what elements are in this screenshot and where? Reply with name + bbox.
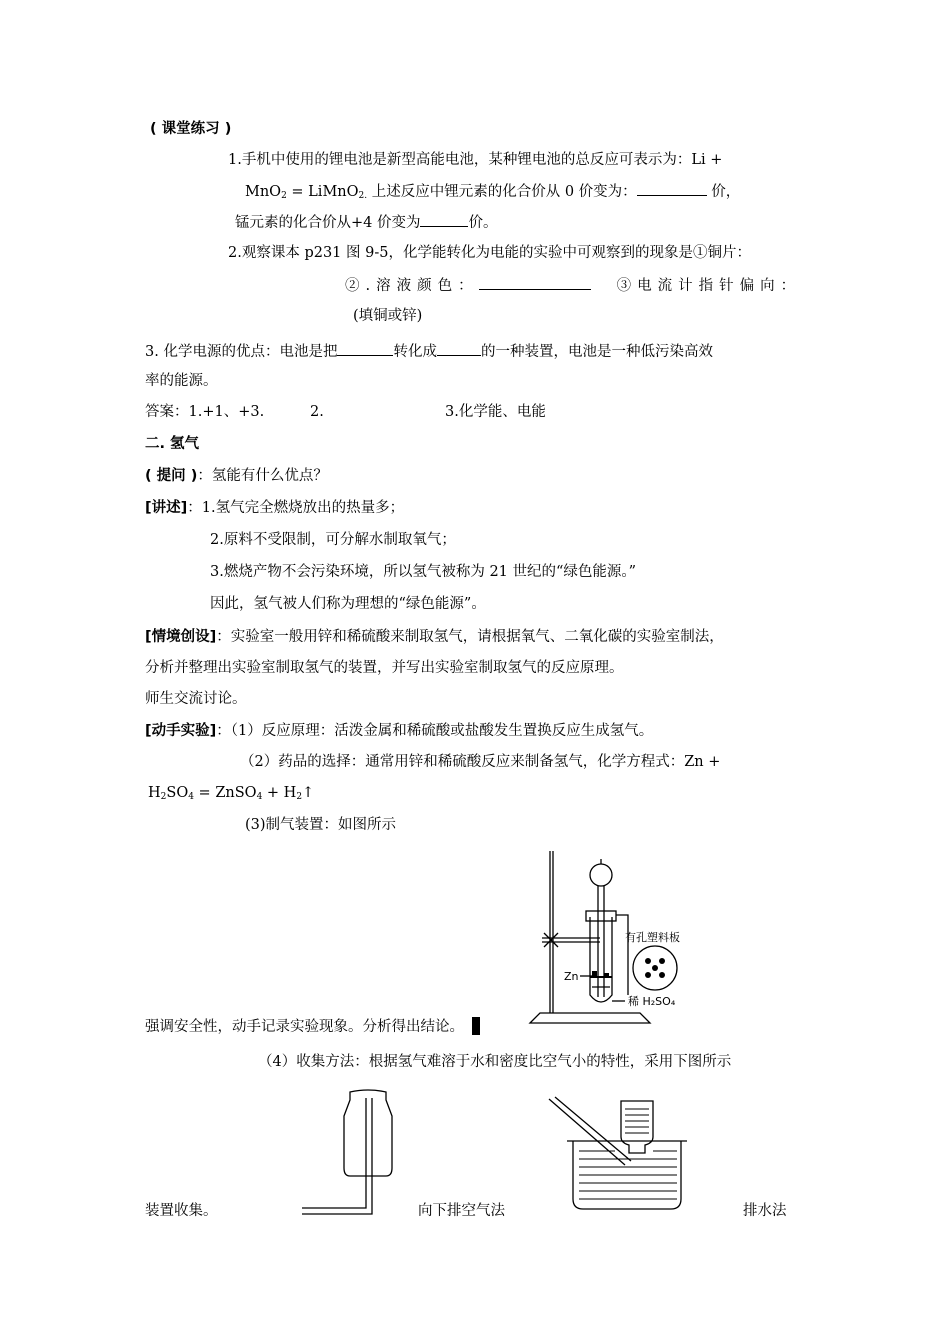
lecture-line-1: [讲述]：1.氢气完全燃烧放出的热量多； <box>145 500 405 516</box>
experiment-line-1: [动手实验]：（1）反应原理：活泼金属和稀硫酸或盐酸发生置换反应生成氢气。 <box>145 723 654 739</box>
experiment-line-2: （2）药品的选择：通常用锌和稀硫酸反应来制备氢气，化学方程式：Zn + <box>240 754 721 770</box>
experiment-line-3: (3)制气装置：如图所示 <box>245 817 397 833</box>
water-method-label: 排水法 <box>743 1203 787 1219</box>
question-2-line-2: ②.溶液颜色： ③电流计指针偏向： <box>345 275 801 296</box>
question-2-line-1: 2.观察课本 p231 图 9-5，化学能转化为电能的实验中可观察到的现象是①铜片： <box>228 245 751 261</box>
question-1-line-3: 锰元素的化合价从+4 价变为 价。 <box>235 212 497 233</box>
lecture-line-3: 3.燃烧产物不会污染环境，所以氢气被称为 21 世纪的“绿色能源。” <box>210 564 637 580</box>
question-3-line-2: 率的能源。 <box>145 373 218 389</box>
answer-2: 2. <box>310 404 324 420</box>
downward-air-displacement-figure <box>300 1088 410 1218</box>
experiment-line-4: （4）收集方法：根据氢气难溶于水和密度比空气小的特性，采用下图所示 <box>258 1054 732 1070</box>
question-1-line-2: MnO$_2$ = LiMnO$_{2.}$ 上述反应中锂元素的化合价从 0 价变为： 价， <box>245 181 740 206</box>
chemical-equation: $H_2SO_4$ = ZnSO$_4$ + $H_2↑$ <box>148 785 315 802</box>
answer-blank[interactable] <box>337 341 393 356</box>
exercise-heading: ( 课堂练习 ) <box>150 121 232 137</box>
answers-label: 答案：1.+1、+3. <box>145 404 265 420</box>
plate-label: 有孔塑料板 <box>625 931 680 944</box>
answer-blank[interactable] <box>637 181 707 196</box>
lecture-line-2: 2.原料不受限制，可分解水制取氧气； <box>210 532 456 548</box>
question-1-line-1: 1.手机中使用的锂电池是新型高能电池，某种锂电池的总反应可表示为：Li + <box>228 152 723 168</box>
scene-line-2: 分析并整理出实验室制取氢气的装置，并写出实验室制取氢气的反应原理。 <box>145 660 624 676</box>
acid-label: 稀 H₂SO₄ <box>628 995 676 1008</box>
answer-3: 3.化学能、电能 <box>445 404 546 420</box>
question-3-line-1: 3. 化学电源的优点：电池是把 转化成 的一种装置，电池是一种低污染高效 <box>145 341 713 362</box>
collect-line: 装置收集。 <box>145 1203 218 1219</box>
zinc-label: Zn <box>564 970 579 983</box>
gas-generator-figure <box>520 845 720 1035</box>
lecture-line-4: 因此，氢气被人们称为理想的“绿色能源”。 <box>210 596 486 612</box>
answer-blank[interactable] <box>437 341 481 356</box>
answer-blank[interactable] <box>420 212 468 227</box>
safety-line: 强调安全性，动手记录实验现象。分析得出结论。 <box>145 1017 480 1037</box>
ask-line: ( 提问 )：氢能有什么优点？ <box>145 468 328 484</box>
section-heading: 二. 氢气 <box>145 436 200 452</box>
water-displacement-figure <box>545 1095 695 1215</box>
downward-air-label: 向下排空气法 <box>418 1203 505 1219</box>
answer-blank[interactable] <box>479 275 591 290</box>
text-cursor-icon <box>472 1017 480 1035</box>
question-2-line-3: (填铜或锌) <box>353 308 423 324</box>
scene-line-1: [情境创设]：实验室一般用锌和稀硫酸来制取氢气，请根据氧气、二氧化碳的实验室制法， <box>145 629 724 645</box>
discussion-line: 师生交流讨论。 <box>145 691 247 707</box>
